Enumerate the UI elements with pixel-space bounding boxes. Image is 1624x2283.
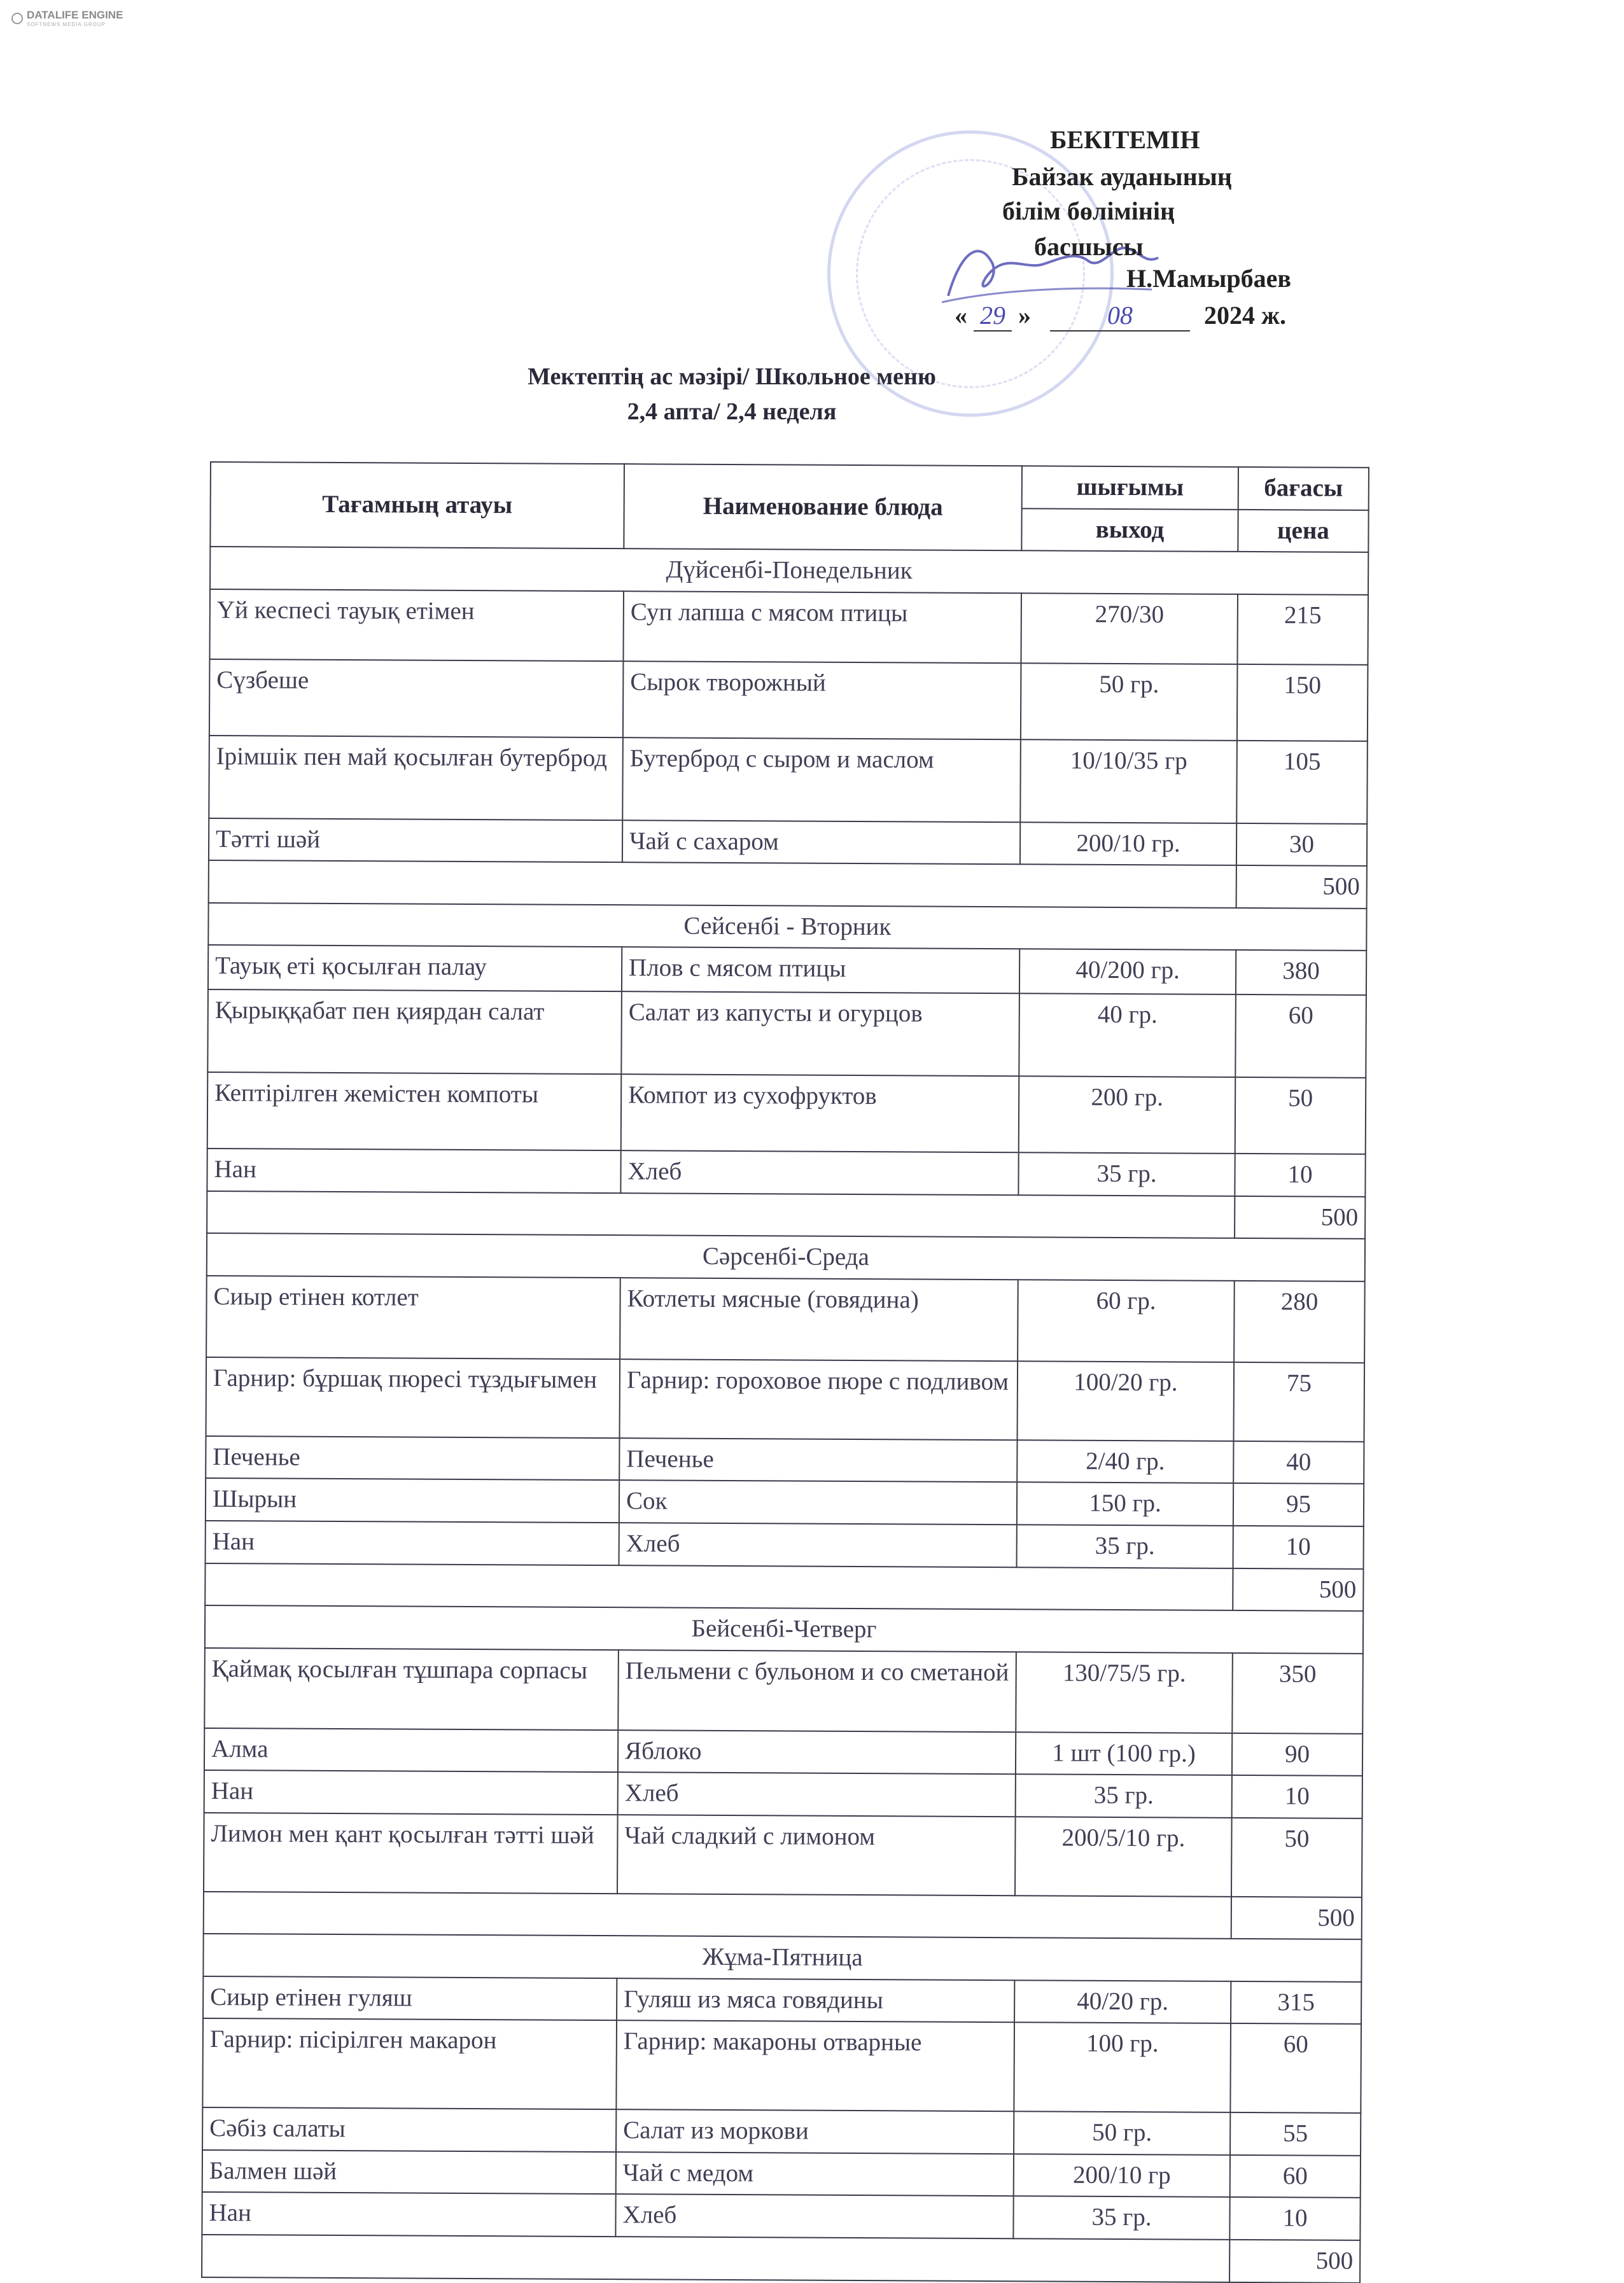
day-total: 500 [1229, 2240, 1360, 2283]
dish-price: 50 [1231, 1818, 1362, 1897]
day-title: Дүйсенбі-Понедельник [210, 547, 1368, 594]
day-row-thursday [205, 1605, 1363, 1653]
dish-name-ru: Печенье [619, 1438, 1017, 1483]
dish-price: 55 [1230, 2112, 1361, 2156]
dish-name-ru: Хлеб [619, 1523, 1017, 1567]
dish-yield: 130/75/5 гр. [1016, 1652, 1233, 1733]
table-row [204, 1813, 1362, 1897]
dish-name-kz: Сиыр етінен котлет [206, 1276, 620, 1359]
table-row [207, 1072, 1366, 1154]
dish-name-kz: Сәбіз салаты [202, 2107, 616, 2152]
dish-price: 50 [1235, 1077, 1366, 1154]
day-title: Жұма-Пятница [203, 1934, 1361, 1981]
dish-price: 60 [1235, 995, 1366, 1078]
dish-yield: 100 гр. [1014, 2023, 1231, 2113]
table-row [202, 2107, 1361, 2155]
dish-price: 380 [1236, 950, 1366, 995]
approval-date-month: 08 [1050, 300, 1190, 332]
dish-price: 10 [1229, 2197, 1360, 2240]
dish-name-kz: Гарнир: пісірілген макарон [202, 2018, 617, 2109]
approval-department: білім бөлімінің [1002, 197, 1175, 225]
menu-table [201, 461, 1369, 2283]
dish-name-kz: Ірімшік пен май қосылған бутерброд [209, 736, 623, 820]
header-name-kz: Тағамның атауы [210, 462, 624, 548]
dish-yield: 200/10 гр [1014, 2154, 1230, 2197]
day-row-monday [210, 547, 1368, 594]
dish-name-ru: Компот из сухофруктов [621, 1074, 1019, 1152]
day-row-friday [203, 1934, 1361, 1981]
dish-yield: 150 гр. [1017, 1483, 1233, 1526]
dish-yield: 40/200 гр. [1019, 949, 1236, 995]
watermark [11, 9, 123, 27]
header-yield-kz: шығымы [1022, 466, 1238, 509]
table-row [209, 736, 1368, 824]
header-price-kz: бағасы [1238, 467, 1369, 510]
dish-name-ru: Сок [619, 1481, 1017, 1525]
day-total: 500 [1236, 865, 1367, 909]
dish-name-kz: Сүзбеше [209, 659, 624, 737]
dish-name-ru: Салат из моркови [616, 2110, 1014, 2154]
dish-name-kz: Қырыққабат пен қиярдан салат [207, 989, 622, 1074]
dish-price: 60 [1230, 2155, 1361, 2198]
table-row [208, 945, 1366, 995]
dish-name-ru: Чай сладкий с лимоном [617, 1815, 1016, 1896]
approval-district: Байзак ауданының [1012, 162, 1232, 191]
dish-name-kz: Нан [202, 2192, 615, 2237]
dish-name-ru: Суп лапша с мясом птицы [623, 591, 1021, 663]
approval-date: « 29 » 08 2024 ж. [955, 300, 1286, 332]
day-title: Бейсенбі-Четверг [205, 1605, 1363, 1653]
dish-yield: 200 гр. [1019, 1077, 1236, 1154]
dish-name-kz: Шырын [206, 1478, 619, 1523]
dish-yield: 35 гр. [1018, 1153, 1235, 1196]
day-total: 500 [1235, 1196, 1365, 1239]
dish-yield: 200/5/10 гр. [1015, 1817, 1232, 1897]
dish-price: 315 [1231, 1981, 1361, 2025]
table-row [206, 1478, 1364, 1526]
dish-price: 75 [1233, 1362, 1364, 1442]
day-title: Сәрсенбі-Среда [207, 1233, 1365, 1281]
approval-date-year: 2024 ж. [1204, 301, 1287, 330]
table-row [204, 1728, 1362, 1776]
dish-price: 10 [1235, 1154, 1365, 1197]
dish-price: 150 [1237, 664, 1368, 741]
table-row [202, 2018, 1361, 2113]
dish-yield: 60 гр. [1018, 1280, 1235, 1362]
dish-price: 60 [1230, 2023, 1361, 2113]
dish-name-kz: Нан [206, 1521, 619, 1565]
header-price-ru: цена [1238, 509, 1368, 552]
dish-price: 40 [1233, 1441, 1364, 1484]
dish-name-ru: Плов с мясом птицы [622, 947, 1019, 993]
table-row [206, 1521, 1364, 1568]
approval-position: басшысы [1034, 232, 1144, 261]
dish-name-kz: Тәтті шәй [209, 818, 622, 863]
menu-title: Мектептің ас мәзірі/ Школьное меню [528, 363, 936, 390]
dish-name-ru: Салат из капусты и огурцов [621, 991, 1019, 1076]
day-total: 500 [1231, 1897, 1362, 1940]
total-row [205, 1563, 1363, 1611]
dish-price: 350 [1232, 1653, 1363, 1734]
dish-price: 10 [1232, 1775, 1362, 1819]
dish-name-ru: Хлеб [615, 2195, 1013, 2239]
dish-name-ru: Чай с медом [616, 2152, 1014, 2196]
day-title: Сейсенбі - Вторник [208, 903, 1366, 951]
dish-yield: 10/10/35 гр [1020, 739, 1237, 823]
table-row [202, 2150, 1361, 2198]
dish-name-kz: Лимон мен қант қосылған тәтті шәй [204, 1813, 618, 1894]
dish-name-kz: Үй кеспесі тауық етімен [209, 589, 624, 661]
dish-yield: 35 гр. [1017, 1525, 1233, 1568]
dish-name-kz: Нан [207, 1148, 620, 1193]
table-row [209, 818, 1367, 866]
approval-date-day: 29 [974, 300, 1012, 332]
header-name-ru: Наименование блюда [624, 464, 1022, 550]
total-row [207, 1191, 1365, 1239]
table-row [206, 1357, 1365, 1442]
dish-name-ru: Пельмени с бульоном и со сметаной [618, 1650, 1016, 1732]
dish-yield: 40/20 гр. [1014, 1980, 1231, 2023]
dish-name-kz: Печенье [206, 1436, 619, 1481]
dish-yield: 200/10 гр. [1020, 822, 1236, 865]
total-row [202, 2235, 1360, 2282]
day-total: 500 [1233, 1568, 1363, 1611]
table-row [206, 1276, 1365, 1363]
dish-name-ru: Хлеб [618, 1772, 1016, 1817]
dish-name-kz: Алма [204, 1728, 618, 1773]
dish-name-ru: Хлеб [620, 1150, 1018, 1195]
day-row-wednesday [207, 1233, 1365, 1281]
header-row [211, 462, 1369, 510]
approval-signatory: Н.Мамырбаев [1126, 264, 1291, 293]
dish-yield: 50 гр. [1021, 663, 1238, 741]
dish-name-kz: Балмен шәй [202, 2150, 616, 2195]
dish-name-ru: Гуляш из мяса говядины [617, 1978, 1014, 2023]
dish-price: 215 [1237, 594, 1368, 665]
dish-yield: 270/30 [1021, 593, 1238, 664]
dish-yield: 40 гр. [1019, 994, 1236, 1078]
table-row [204, 1648, 1363, 1734]
dish-yield: 1 шт (100 гр.) [1016, 1732, 1232, 1775]
dish-name-kz: Гарнир: бұршақ пюресі тұздығымен [206, 1357, 620, 1438]
dish-name-ru: Гарнир: макароны отварные [616, 2021, 1014, 2112]
table-row [207, 989, 1366, 1078]
dish-name-ru: Яблоко [618, 1730, 1016, 1775]
total-row [209, 860, 1367, 908]
dish-name-kz: Сиыр етінен гуляш [203, 1976, 617, 2021]
header-yield-ru: выход [1021, 508, 1238, 552]
dish-price: 90 [1232, 1733, 1362, 1777]
table-row [203, 1976, 1361, 2024]
menu-week: 2,4 апта/ 2,4 неделя [627, 398, 837, 425]
dish-yield: 100/20 гр. [1017, 1361, 1234, 1441]
dish-price: 30 [1236, 823, 1367, 867]
dish-name-ru: Котлеты мясные (говядина) [620, 1278, 1018, 1361]
day-row-tuesday [208, 903, 1366, 951]
dish-name-kz: Тауық еті қосылған палау [208, 945, 622, 991]
dish-price: 280 [1234, 1281, 1365, 1363]
total-row [204, 1892, 1362, 1939]
dish-price: 95 [1233, 1483, 1364, 1526]
table-row [206, 1436, 1364, 1484]
dish-name-ru: Гарнир: гороховое пюре с подливом [620, 1359, 1018, 1440]
watermark-subtitle: SOFTNEWS MEDIA GROUP [27, 22, 106, 27]
dish-name-ru: Бутерброд с сыром и маслом [622, 737, 1021, 822]
dish-yield: 35 гр. [1013, 2196, 1229, 2240]
dish-price: 10 [1233, 1526, 1364, 1569]
dish-price: 105 [1236, 741, 1368, 824]
dish-name-kz: Қаймақ қосылған тұшпара сорпасы [204, 1648, 619, 1730]
dish-name-kz: Кептірілген жемістен компоты [207, 1072, 622, 1150]
dish-name-ru: Сырок творожный [623, 661, 1021, 739]
dish-yield: 50 гр. [1014, 2112, 1230, 2155]
dish-name-kz: Нан [204, 1770, 618, 1815]
datalife-logo-icon [11, 13, 23, 24]
table-row [209, 589, 1368, 665]
table-row [204, 1770, 1362, 1818]
dish-name-ru: Чай с сахаром [622, 820, 1020, 865]
dish-yield: 35 гр. [1016, 1774, 1232, 1817]
table-row [209, 659, 1368, 741]
watermark-title: DATALIFE ENGINE [27, 9, 123, 21]
dish-yield: 2/40 гр. [1017, 1440, 1233, 1483]
table-row [207, 1148, 1365, 1196]
approval-heading: БЕКІТЕМІН [1050, 125, 1200, 154]
